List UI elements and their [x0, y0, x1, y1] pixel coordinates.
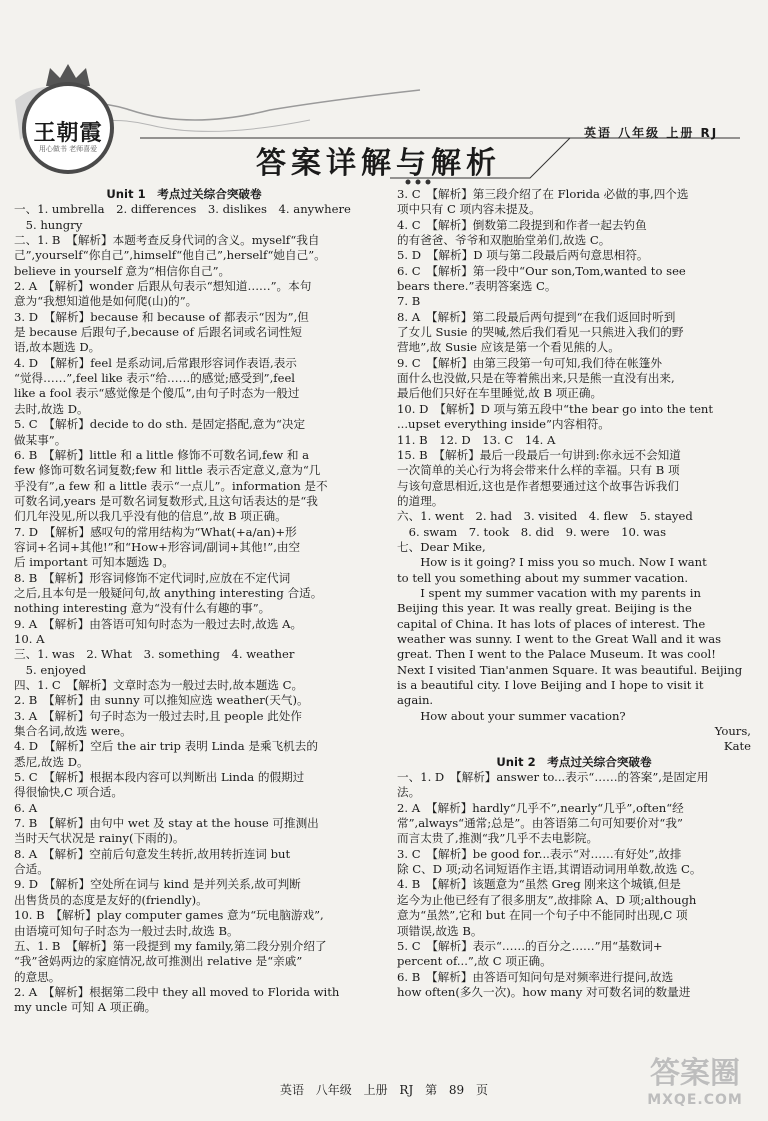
text-line: 5. D 【解析】D 项与第二段最后两句意思相符。	[397, 248, 649, 263]
watermark	[630, 1048, 760, 1116]
text-line: 7. D 【解析】感叹句的常用结构为“What(+a/an)+形	[14, 524, 297, 539]
left-column	[14, 187, 354, 1016]
text-line: 出售货员的态度是友好的(friendly)。	[14, 892, 208, 907]
text-line: 7. B 【解析】由句中 wet 及 stay at the house 可推测出	[14, 816, 319, 831]
text-line: 最后他们只好在车里睡觉,故 B 项正确。	[397, 386, 603, 401]
text-line: “我”爸妈两边的家庭情况,故可推测出 relative 是“亲戚”	[14, 954, 303, 969]
text-line: 3. A 【解析】句子时态为一般过去时,且 people 此处作	[14, 708, 302, 723]
text-line: 得很愉快,C 项合适。	[14, 785, 123, 800]
text-line: 5. hungry	[14, 217, 83, 232]
text-line: 做某事”。	[14, 432, 67, 447]
text-line: nothing interesting 意为“没有什么有趣的事”。	[14, 601, 271, 616]
text-line: 是 because 后跟句子,because of 后跟名词或名词性短	[14, 325, 302, 340]
text-line: 4. D 【解析】空后 the air trip 表明 Linda 是乘飞机去的	[14, 739, 318, 754]
subject-tag: 英语 八年级 上册 RJ	[584, 126, 719, 140]
text-line: 10. B 【解析】play computer games 意为“玩电脑游戏”,	[14, 908, 324, 923]
text-line: 3. D 【解析】because 和 because of 都表示“因为”,但	[14, 309, 309, 324]
text-line: 集合名词,故选 were。	[14, 724, 132, 739]
text-line: again.	[397, 693, 434, 708]
text-line: 去时,故选 D。	[14, 401, 89, 416]
text-line: 合适。	[14, 862, 49, 877]
text-line: how often(多久一次)。how many 对可数名词的数量进	[397, 984, 691, 999]
text-line: 2. B 【解析】由 sunny 可以推知应选 weather(天气)。	[14, 693, 309, 708]
text-line: 15. B 【解析】最后一段最后一句讲到:你永远不会知道	[397, 447, 681, 462]
text-line: 一、1. D 【解析】answer to...表示“……的答案”,是固定用	[397, 770, 709, 785]
text-line: ...upset everything inside”内容相符。	[397, 417, 610, 432]
text-line: 项中只有 C 项内容未提及。	[397, 202, 541, 217]
text-line: 10. D 【解析】D 项与第五段中“the bear go into the tent	[397, 401, 714, 416]
text-line: 六、1. went 2. had 3. visited 4. flew 5. stayed	[397, 509, 693, 524]
text-line: 4. D 【解析】feel 是系动词,后常跟形容词作表语,表示	[14, 355, 297, 370]
text-line: 5. enjoyed	[14, 662, 87, 677]
text-line: 四、1. C 【解析】文章时态为一般过去时,故本题选 C。	[14, 678, 304, 692]
text-line: 11. B 12. D 13. C 14. A	[397, 432, 556, 447]
text-line: 3. C 【解析】be good for...表示“对……有好处”,故排	[397, 846, 682, 861]
text-line: Yours,	[714, 724, 751, 739]
text-line: my uncle 可知 A 项正确。	[14, 1000, 157, 1015]
text-line: 8. A 【解析】第二段最后两句提到“在我们返回时听到	[397, 309, 676, 324]
text-line: Next I visited Tian'anmen Square. It was beautiful. Beijing	[397, 662, 743, 677]
text-line: 五、1. B 【解析】第一段提到 my family,第二段分别介绍了	[14, 938, 327, 953]
text-line: 与该句意思相近,这也是作者想要通过这个故事告诉我们	[397, 478, 679, 493]
text-line: 意为“我想知道他是如何爬(山)的”。	[14, 294, 198, 309]
text-line: 除 C、D 项;动名词短语作主语,其谓语动词用单数,故选 C。	[397, 862, 702, 877]
watermark-url: MXQE.COM	[647, 1092, 743, 1108]
text-line: I spent my summer vacation with my parents in	[397, 585, 701, 600]
text-line: 后 important 可知本题选 D。	[14, 555, 174, 570]
text-line: 9. C 【解析】由第三段第一句可知,我们待在帐篷外	[397, 355, 662, 370]
section-heading: Unit 2 考点过关综合突破卷	[496, 754, 652, 769]
text-line: 语,故本题选 D。	[14, 340, 101, 355]
text-line: percent of...”,故 C 项正确。	[397, 954, 552, 969]
text-line: 的有爸爸、爷爷和双胞胎堂弟们,故选 C。	[397, 233, 611, 248]
text-line: 之后,且本句是一般疑问句,故 anything interesting 合适。	[14, 585, 323, 600]
text-line: 5. C 【解析】表示“……的百分之……”用“基数词+	[397, 938, 663, 953]
text-line: Beijing this year. It was really great. Beijing is the	[397, 601, 692, 616]
text-line: 己”,yourself“你自己”,himself“他自己”,herself“她自己”。	[14, 248, 326, 263]
text-line: 营地”,故 Susie 应该是第一个看见熊的人。	[397, 340, 620, 355]
text-line: 三、1. was 2. What 3. something 4. weather	[14, 647, 295, 662]
text-line: 8. A 【解析】空前后句意发生转折,故用转折连词 but	[14, 846, 291, 861]
text-line: Kate	[723, 739, 751, 754]
text-line: 9. D 【解析】空处所在词与 kind 是并列关系,故可判断	[14, 877, 301, 892]
text-line: 们几年没见,所以我几乎没有他的信息”,故 B 项正确。	[14, 509, 287, 524]
text-line: 一次简单的关心行为将会带来什么样的幸福。只有 B 项	[397, 463, 680, 478]
text-line: 9. A 【解析】由答语可知句时态为一般过去时,故选 A。	[14, 616, 303, 631]
section-heading: Unit 1 考点过关综合突破卷	[106, 187, 262, 201]
text-line: 6. B 【解析】little 和 a little 修饰不可数名词,few 和 a	[14, 447, 310, 462]
text-line: 6. swam 7. took 8. did 9. were 10. was	[397, 524, 667, 539]
text-line: 一、1. umbrella 2. differences 3. dislikes 4. anywhere	[14, 202, 351, 217]
text-line: 悉尼,故选 D。	[14, 754, 89, 769]
text-line: few 修饰可数名词复数;few 和 little 表示否定意义,意为“几	[14, 463, 321, 478]
text-line: capital of China. It has lots of places of interest. The	[397, 616, 706, 631]
text-line: 10. A	[14, 631, 45, 646]
text-line: 容词+名词+其他!”和“How+形容词/副词+其他!”,由空	[14, 539, 301, 554]
text-line: 法。	[397, 785, 421, 800]
page-title: 答案详解与解析	[256, 146, 501, 181]
text-line: weather was sunny. I went to the Great Wall and it was	[397, 631, 722, 646]
text-line: 8. B 【解析】形容词修饰不定代词时,应放在不定代词	[14, 570, 291, 585]
text-line: 3. C 【解析】第三段介绍了在 Florida 必做的事,四个选	[397, 187, 689, 201]
text-line: 由语境可知句子时态为一般过去时,故选 B。	[14, 923, 239, 938]
text-line: 4. C 【解析】倒数第二段提到和作者一起去钓鱼	[397, 217, 647, 232]
text-line: 七、Dear Mike,	[397, 539, 486, 554]
text-line: 2. A 【解析】根据第二段中 they all moved to Florida with	[14, 984, 340, 999]
text-line: like a fool 表示“感觉像是个傻瓜”,由句子时态为一般过	[14, 386, 300, 401]
text-line: 2. A 【解析】hardly“几乎不”,nearly“几乎”,often“经	[397, 800, 684, 815]
logo-slogan: 用心做书 老师喜爱	[38, 145, 98, 153]
text-line: 5. C 【解析】decide to do sth. 是固定搭配,意为“决定	[14, 417, 306, 432]
text-line: great. Then I went to the Palace Museum. It was cool!	[397, 647, 716, 662]
text-line: is a beautiful city. I love Beijing and I hope to visit it	[397, 678, 704, 692]
text-line: 乎没有”,a few 和 a little 表示“一点儿”。information 是不	[14, 478, 328, 493]
text-line: 6. B 【解析】由答语可知问句是对频率进行提问,故选	[397, 969, 674, 984]
text-line: “觉得……”,feel like 表示“给……的感觉;感受到”,feel	[14, 371, 296, 386]
logo-name: 王朝霞	[33, 120, 103, 146]
text-line: 7. B	[397, 294, 421, 309]
text-line: 6. A	[14, 800, 38, 815]
text-line: 4. B 【解析】该题意为“虽然 Greg 刚来这个城镇,但是	[397, 877, 681, 892]
text-line: 的意思。	[14, 969, 61, 984]
text-line: 2. A 【解析】wonder 后跟从句表示“想知道……”。本句	[14, 279, 312, 294]
text-line: 的道理。	[397, 493, 444, 508]
watermark-text: 答案圈	[650, 1056, 740, 1091]
text-line: 面什么也没做,只是在等着熊出来,只是熊一直没有出来,	[397, 371, 675, 386]
text-line: to tell you something about my summer vacation.	[397, 570, 689, 585]
text-line: 了女儿 Susie 的哭喊,然后我们看见一只熊进入我们的野	[397, 325, 684, 340]
text-line: 可数名词,years 是可数名词复数形式,且这句话表达的是“我	[14, 493, 318, 508]
page-header	[0, 0, 768, 200]
text-line: 二、1. B 【解析】本题考查反身代词的含义。myself“我自	[14, 233, 320, 248]
text-line: 而言太贵了,推测“我”几乎不去电影院。	[397, 831, 599, 846]
text-line: 5. C 【解析】根据本段内容可以判断出 Linda 的假期过	[14, 770, 305, 785]
text-line: 项错误,故选 B。	[397, 923, 483, 938]
page-footer: 英语 八年级 上册 RJ 第 89 页	[279, 1083, 488, 1097]
text-line: 迄今为止他已经有了很多朋友”,故排除 A、D 项;although	[397, 892, 697, 907]
text-line: How about your summer vacation?	[397, 708, 626, 723]
text-line: 当时天气状况是 rainy(下雨的)。	[14, 831, 185, 846]
text-line: 意为“虽然”,它和 but 在同一个句子中不能同时出现,C 项	[397, 908, 688, 923]
publisher-logo	[22, 82, 114, 174]
right-column	[397, 187, 751, 1000]
text-line: How is it going? I miss you so much. Now I want	[397, 555, 707, 570]
text-line: believe in yourself 意为“相信你自己”。	[14, 263, 231, 278]
text-line: 常”,always“通常;总是”。由答语第二句可知要价对“我”	[397, 816, 683, 831]
text-line: 6. C 【解析】第一段中“Our son,Tom,wanted to see	[397, 263, 686, 278]
text-line: bears there.”表明答案选 C。	[397, 279, 557, 294]
